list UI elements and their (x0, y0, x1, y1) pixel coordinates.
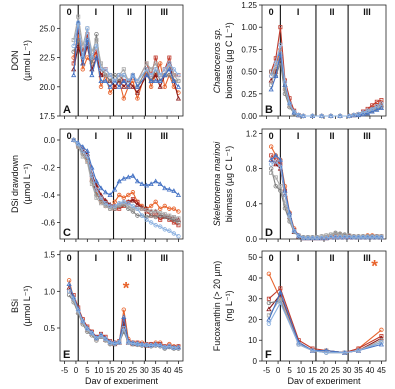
phase-label: I (94, 7, 98, 17)
x-tick-label: -5 (263, 366, 271, 375)
x-tick-label: 40 (365, 366, 375, 375)
x-axis-label: Day of experiment (287, 376, 361, 384)
x-tick-label: 20 (117, 366, 126, 375)
data-point (269, 145, 273, 149)
series-line (74, 140, 179, 212)
y-axis-label: Chaetoceros sp. (212, 27, 222, 94)
y-tick-label: 10 (248, 336, 257, 346)
x-tick-label: 25 (128, 366, 138, 375)
panel-E (10, 251, 183, 384)
phase-label: 0 (66, 7, 72, 17)
y-tick-label: 0.4 (245, 199, 257, 209)
data-point (380, 328, 384, 332)
y-tick-label: 1.5 (43, 250, 55, 260)
series-line (271, 155, 381, 238)
y-tick-label: 17.5 (39, 112, 55, 121)
phase-label: 0 (268, 131, 274, 141)
y-tick-label: 1.00 (241, 23, 257, 33)
x-tick-label: 10 (94, 366, 104, 375)
panel-letter: E (63, 349, 71, 361)
y-tick-label: 25.0 (39, 24, 55, 34)
y-tick-label: 0.50 (241, 67, 257, 77)
data-point (177, 234, 181, 238)
panel-letter: B (265, 104, 273, 116)
x-tick-label: 20 (319, 366, 329, 375)
x-tick-label: 45 (173, 366, 183, 375)
x-tick-label: 0 (275, 366, 281, 375)
phase-label: II (126, 131, 132, 141)
y-tick-label: 1.25 (241, 1, 257, 10)
y-tick-label: 1.0 (43, 287, 55, 297)
y-axis-label: (ng L⁻¹) (224, 290, 234, 322)
phase-label: II (329, 253, 335, 263)
y-tick-label: 0.25 (241, 89, 257, 99)
panel-letter: A (63, 104, 71, 116)
y-axis-label: (µmol L⁻¹) (22, 163, 32, 205)
phase-label: III (363, 253, 371, 263)
panel-B (212, 1, 386, 121)
y-tick-label: 50 (248, 253, 257, 263)
phase-label: III (160, 7, 168, 17)
x-tick-label: 5 (85, 366, 90, 375)
panel-D (212, 129, 386, 244)
x-tick-label: 5 (287, 366, 292, 375)
phase-label: III (363, 131, 371, 141)
y-tick-label: 30 (248, 294, 257, 304)
phase-label: 0 (268, 7, 274, 17)
data-point (177, 210, 181, 214)
phase-label: I (94, 253, 98, 263)
x-tick-label: 35 (353, 366, 363, 375)
panel-letter: F (265, 349, 272, 361)
phase-label: III (160, 131, 168, 141)
phase-label: I (94, 131, 98, 141)
x-tick-label: 35 (151, 366, 161, 375)
significance-star: * (371, 256, 378, 276)
y-tick-label: 22.5 (39, 53, 55, 63)
x-tick-label: 40 (162, 366, 172, 375)
data-point (267, 322, 271, 326)
phase-label: 0 (268, 253, 274, 263)
phase-label: II (126, 7, 132, 17)
x-tick-label: 0 (73, 366, 79, 375)
panel-C (10, 129, 183, 242)
y-axis-label: (µmol L⁻¹) (22, 40, 32, 81)
x-tick-label: 10 (296, 366, 306, 375)
panel-F (212, 251, 386, 384)
phase-label: I (296, 7, 300, 17)
panels (10, 1, 386, 384)
significance-star: * (122, 278, 130, 298)
y-tick-label: 0.0 (43, 136, 55, 145)
y-tick-label: -0.4 (41, 191, 55, 200)
y-tick-label: 20.0 (39, 82, 55, 92)
y-tick-label: 0.5 (43, 324, 55, 333)
phase-label: I (296, 253, 300, 263)
y-tick-label: 0.8 (245, 164, 257, 174)
y-axis-label: Fucoxanthin (> 20 µm) (212, 260, 222, 352)
y-tick-label: 40 (248, 273, 257, 283)
y-axis-label: (µmol L⁻¹) (22, 285, 32, 327)
y-tick-label: 0.00 (241, 112, 257, 121)
y-axis-label: DSi drawdown (10, 154, 20, 214)
y-axis-label: biomass (µg C L⁻¹) (224, 22, 234, 99)
x-tick-label: 30 (342, 366, 352, 375)
x-tick-label: 30 (139, 366, 149, 375)
y-axis-label: DON (10, 50, 20, 71)
panel-letter: D (265, 227, 273, 239)
data-point (269, 162, 273, 166)
phase-label: III (160, 253, 168, 263)
series-line (271, 147, 381, 239)
x-axis-label: Day of experiment (84, 376, 159, 384)
y-axis-label: BSi (10, 298, 20, 314)
series-line (271, 155, 381, 238)
phase-label: III (363, 7, 371, 17)
phase-label: 0 (66, 253, 72, 263)
y-axis-label: biomass (µg C L⁻¹) (224, 145, 234, 223)
y-tick-label: -0.6 (41, 218, 55, 228)
panel-A (10, 5, 183, 121)
x-tick-label: -5 (60, 366, 69, 375)
y-tick-label: 0.75 (241, 45, 257, 55)
series-line (74, 140, 179, 236)
x-tick-label: 15 (105, 366, 115, 375)
y-tick-label: 20 (248, 315, 257, 325)
y-tick-label: 0 (252, 357, 257, 366)
y-tick-label: 0.0 (245, 235, 257, 244)
phase-label: 0 (66, 131, 72, 141)
phase-label: I (296, 131, 300, 141)
y-tick-label: -0.2 (41, 163, 55, 173)
phase-label: II (126, 253, 132, 263)
x-tick-label: 45 (376, 366, 386, 375)
x-tick-label: 25 (331, 366, 340, 375)
x-tick-label: 15 (308, 366, 317, 375)
phase-label: II (329, 131, 335, 141)
panel-letter: C (63, 227, 71, 239)
phase-label: II (329, 7, 335, 17)
y-tick-label: 1.2 (245, 129, 257, 139)
y-axis-label: Skeletonema marinoi (212, 141, 222, 227)
